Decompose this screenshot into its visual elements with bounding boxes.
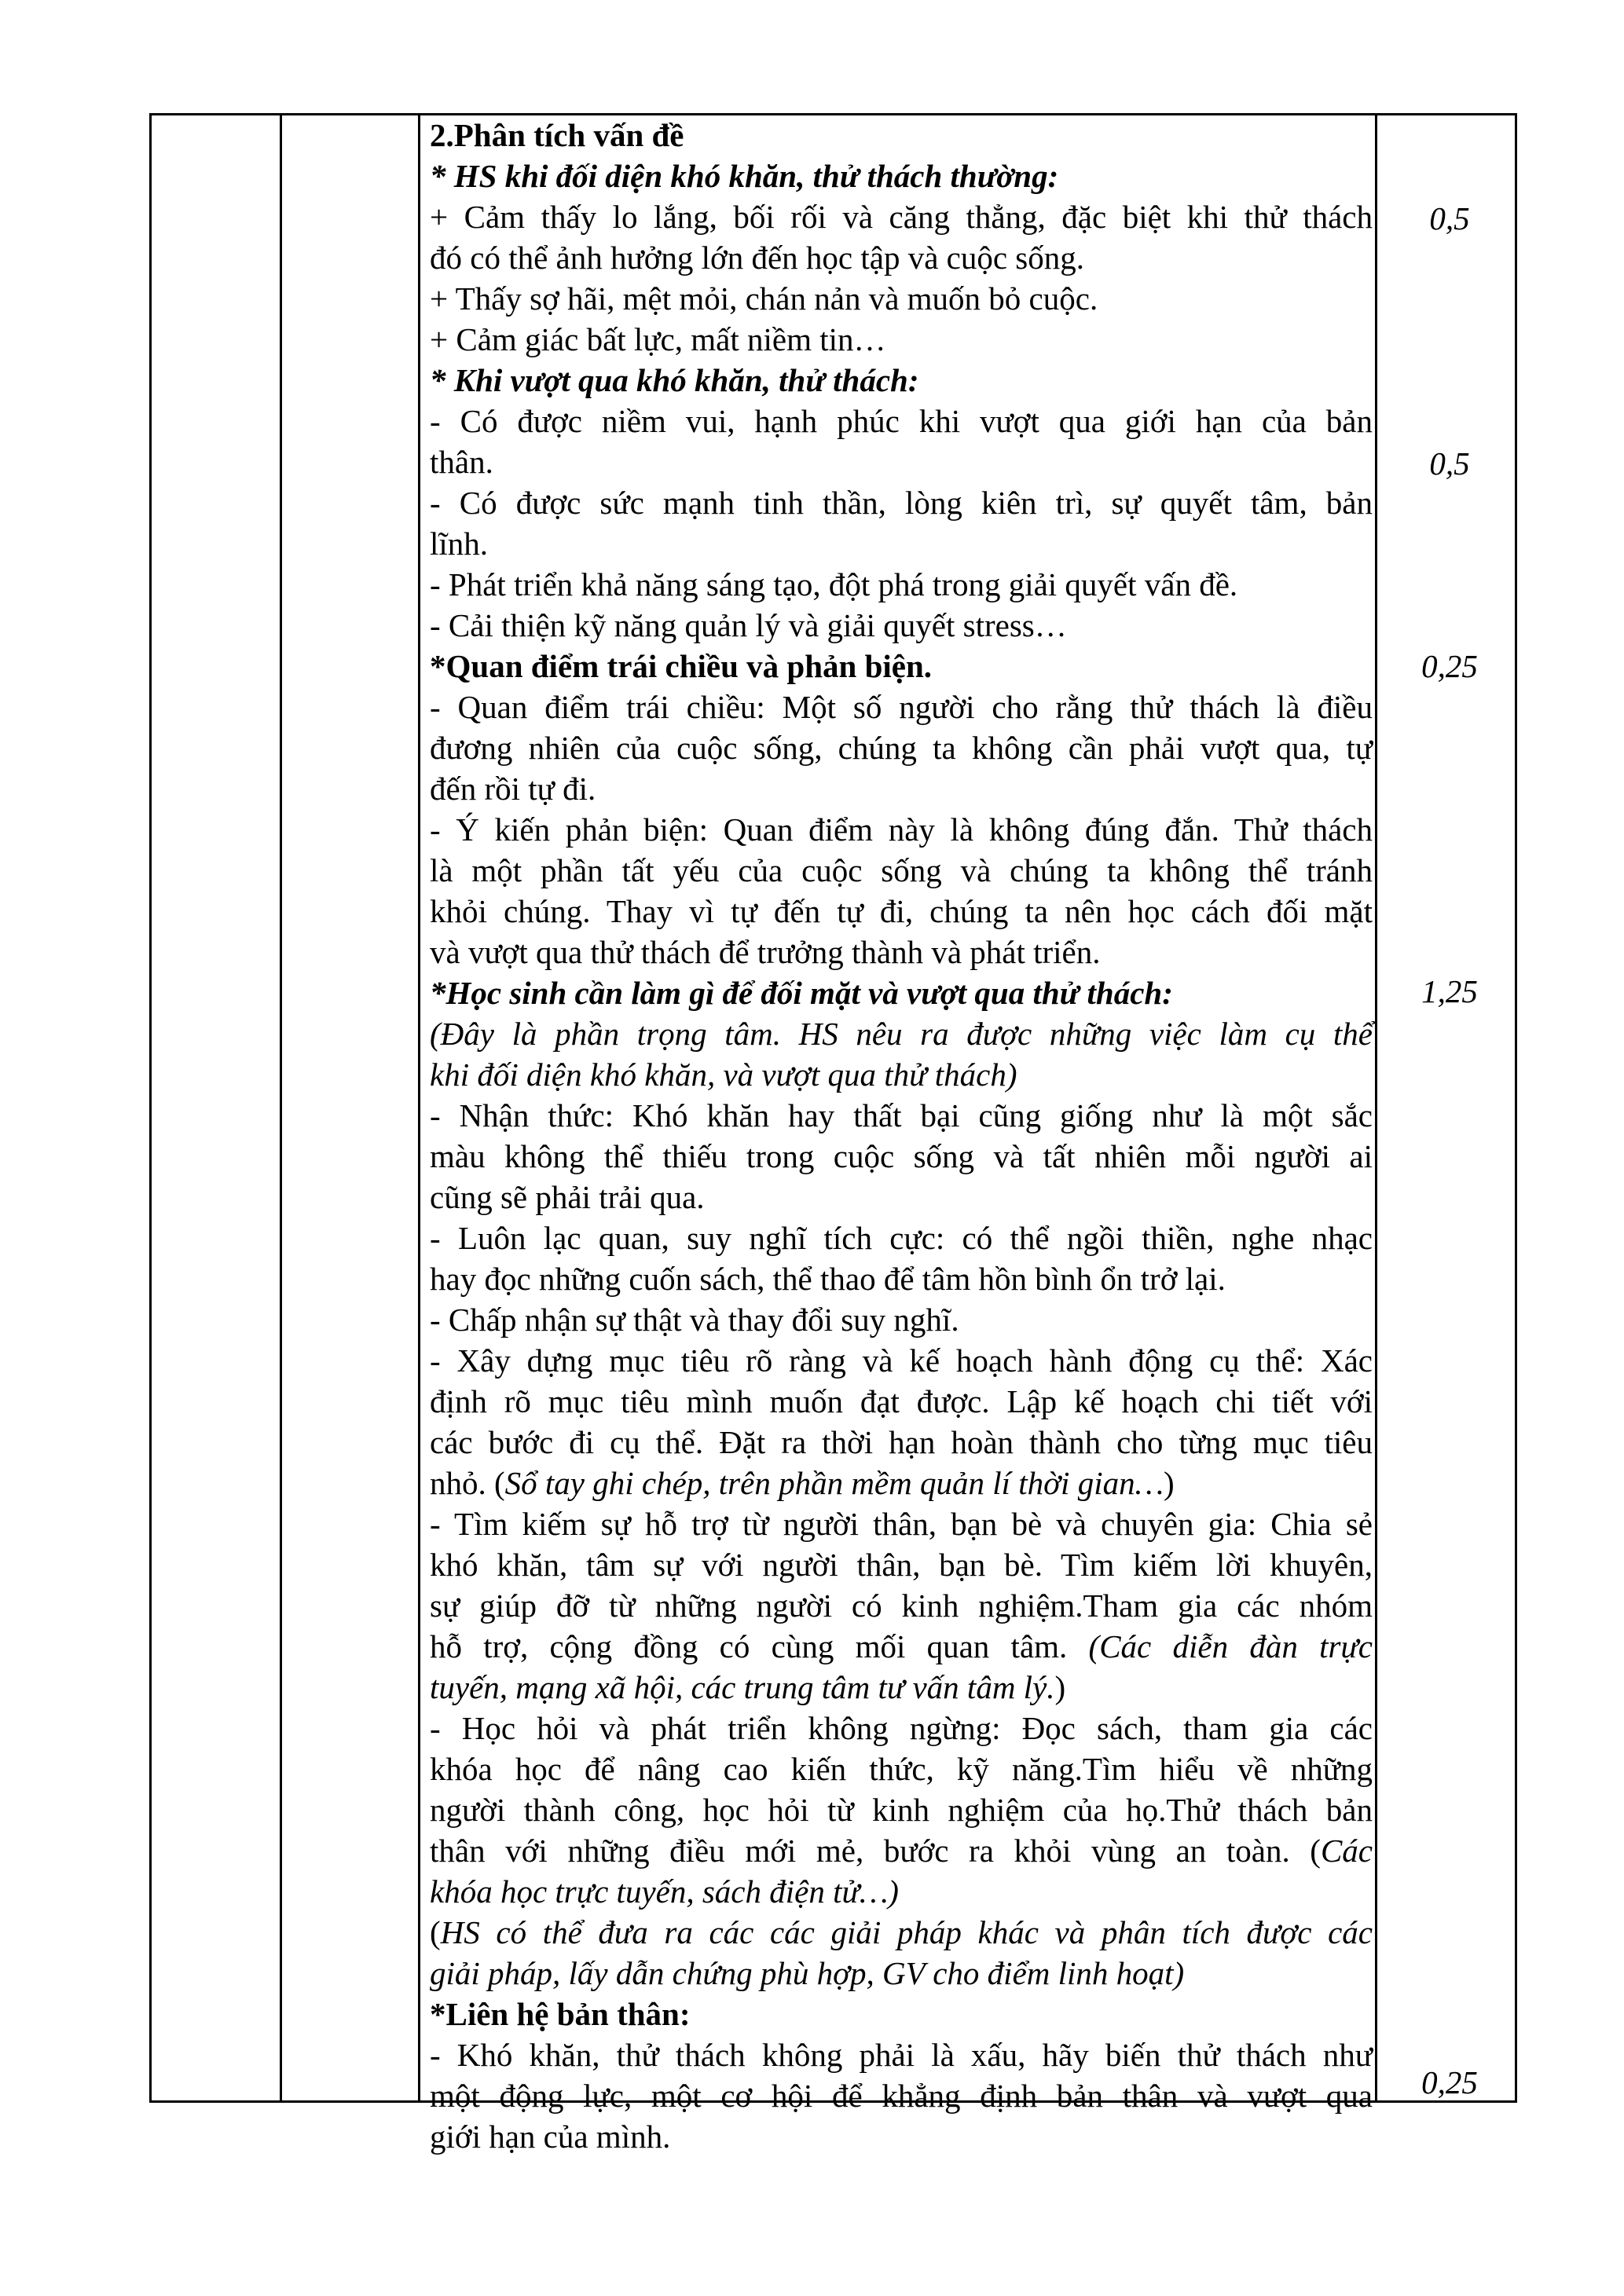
content-line: giới hạn của mình. [430,2118,671,2155]
content-line: - Ý kiến phản biện: Quan điểm này là không đúng đắn. Thử thách [430,811,1373,848]
section-title: 2.Phân tích vấn đề [430,117,684,153]
content-line: (HS có thể đưa ra các các giải pháp khác và phân tích được các [430,1914,1373,1950]
content-line: lĩnh. [430,525,489,562]
content-line: và vượt qua thử thách để trưởng thành và phát triển. [430,934,1101,970]
content-line: - Học hỏi và phát triển không ngừng: Đọc sách, tham gia các [430,1710,1373,1746]
content-line: giải pháp, lấy dẫn chứng phù hợp, GV cho điểm linh hoạt) [430,1955,1185,1991]
content-line: đó có thể ảnh hưởng lớn đến học tập và cuộc sống. [430,240,1084,276]
column-divider-2 [418,113,420,2103]
content-line: + Thấy sợ hãi, mệt mỏi, chán nản và muốn bỏ cuộc. [430,280,1098,317]
content-line: - Có được sức mạnh tinh thần, lòng kiên trì, sự quyết tâm, bản [430,485,1373,521]
score-5: 0,25 [1421,2064,1478,2100]
content-line: * Khi vượt qua khó khăn, thử thách: [430,362,919,398]
content-line: sự giúp đỡ từ những người có kinh nghiệm.Tham gia các nhóm [430,1587,1373,1624]
content-line: khi đối diện khó khăn, và vượt qua thử thách) [430,1056,1017,1093]
content-line: định rõ mục tiêu mình muốn đạt được. Lập kế hoạch chi tiết với [430,1383,1373,1419]
content-line: + Cảm thấy lo lắng, bối rối và căng thẳng, đặc biệt khi thử thách [430,199,1373,235]
content-line: - Xây dựng mục tiêu rõ ràng và kế hoạch hành động cụ thể: Xác [430,1342,1373,1379]
answer-content-cell [430,115,1373,2157]
content-line: màu không thể thiếu trong cuộc sống và tất nhiên mỗi người ai [430,1138,1373,1174]
table-left-border [149,113,152,2103]
content-line: tuyến, mạng xã hội, các trung tâm tư vấn tâm lý.) [430,1669,1066,1705]
content-line: là một phần tất yếu của cuộc sống và chúng ta không thể tránh [430,852,1373,888]
content-line: một động lực, một cơ hội để khẳng định bản thân và vượt qua [430,2078,1373,2114]
content-line: nhỏ. (Sổ tay ghi chép, trên phần mềm quản lí thời gian…) [430,1465,1175,1501]
content-line: - Quan điểm trái chiều: Một số người cho rằng thử thách là điều [430,689,1373,725]
content-line: hay đọc những cuốn sách, thể thao để tâm hồn bình ổn trở lại. [430,1261,1226,1297]
content-line: các bước đi cụ thể. Đặt ra thời hạn hoàn thành cho từng mục tiêu [430,1424,1373,1460]
content-lines [430,156,1373,2157]
content-line: cũng sẽ phải trải qua. [430,1179,705,1215]
score-2: 0,5 [1429,445,1470,482]
content-line: đương nhiên của cuộc sống, chúng ta không cần phải vượt qua, tự [430,730,1373,766]
content-line: - Nhận thức: Khó khăn hay thất bại cũng giống như là một sắc [430,1097,1373,1133]
content-line: thân. [430,444,493,480]
content-line: thân với những điều mới mẻ, bước ra khỏi vùng an toàn. (Các [430,1833,1373,1869]
content-line: + Cảm giác bất lực, mất niềm tin… [430,321,886,357]
content-line: - Chấp nhận sự thật và thay đổi suy nghĩ. [430,1302,959,1338]
content-line: - Luôn lạc quan, suy nghĩ tích cực: có thể ngồi thiền, nghe nhạc [430,1220,1373,1256]
score-4: 1,25 [1421,973,1478,1009]
content-line: (Đây là phần trọng tâm. HS nêu ra được những việc làm cụ thể [430,1016,1373,1052]
content-line: - Có được niềm vui, hạnh phúc khi vượt qua giới hạn của bản [430,403,1373,439]
content-line: người thành công, học hỏi từ kinh nghiệm của họ.Thử thách bản [430,1792,1373,1828]
content-line: - Tìm kiếm sự hỗ trợ từ người thân, bạn bè và chuyên gia: Chia sẻ [430,1506,1373,1542]
content-line: khóa học để nâng cao kiến thức, kỹ năng.Tìm hiểu về những [430,1751,1373,1787]
content-line: *Học sinh cần làm gì để đối mặt và vượt qua thử thách: [430,975,1173,1011]
content-line: *Quan điểm trái chiều và phản biện. [430,648,933,684]
score-3: 0,25 [1421,648,1478,684]
column-divider-1 [280,113,282,2103]
content-line: * HS khi đối diện khó khăn, thử thách thường: [430,158,1059,194]
content-line: khó khăn, tâm sự với người thân, bạn bè. Tìm kiếm lời khuyên, [430,1547,1373,1583]
score-1: 0,5 [1429,200,1470,236]
content-line: hỗ trợ, cộng đồng có cùng mối quan tâm. (Các diễn đàn trực [430,1628,1373,1664]
column-divider-3 [1375,113,1377,2103]
content-line: - Phát triển khả năng sáng tạo, đột phá trong giải quyết vấn đề. [430,566,1238,602]
content-line: khỏi chúng. Thay vì tự đến tự đi, chúng ta nên học cách đối mặt [430,893,1373,929]
table-right-border [1515,113,1517,2103]
content-line: - Cải thiện kỹ năng quản lý và giải quyết stress… [430,607,1067,643]
content-line: *Liên hệ bản thân: [430,1996,691,2032]
content-line: khóa học trực tuyến, sách điện tử…) [430,1873,899,1910]
content-line: đến rồi tự đi. [430,771,596,807]
content-line: - Khó khăn, thử thách không phải là xấu, hãy biến thử thách như [430,2037,1373,2073]
